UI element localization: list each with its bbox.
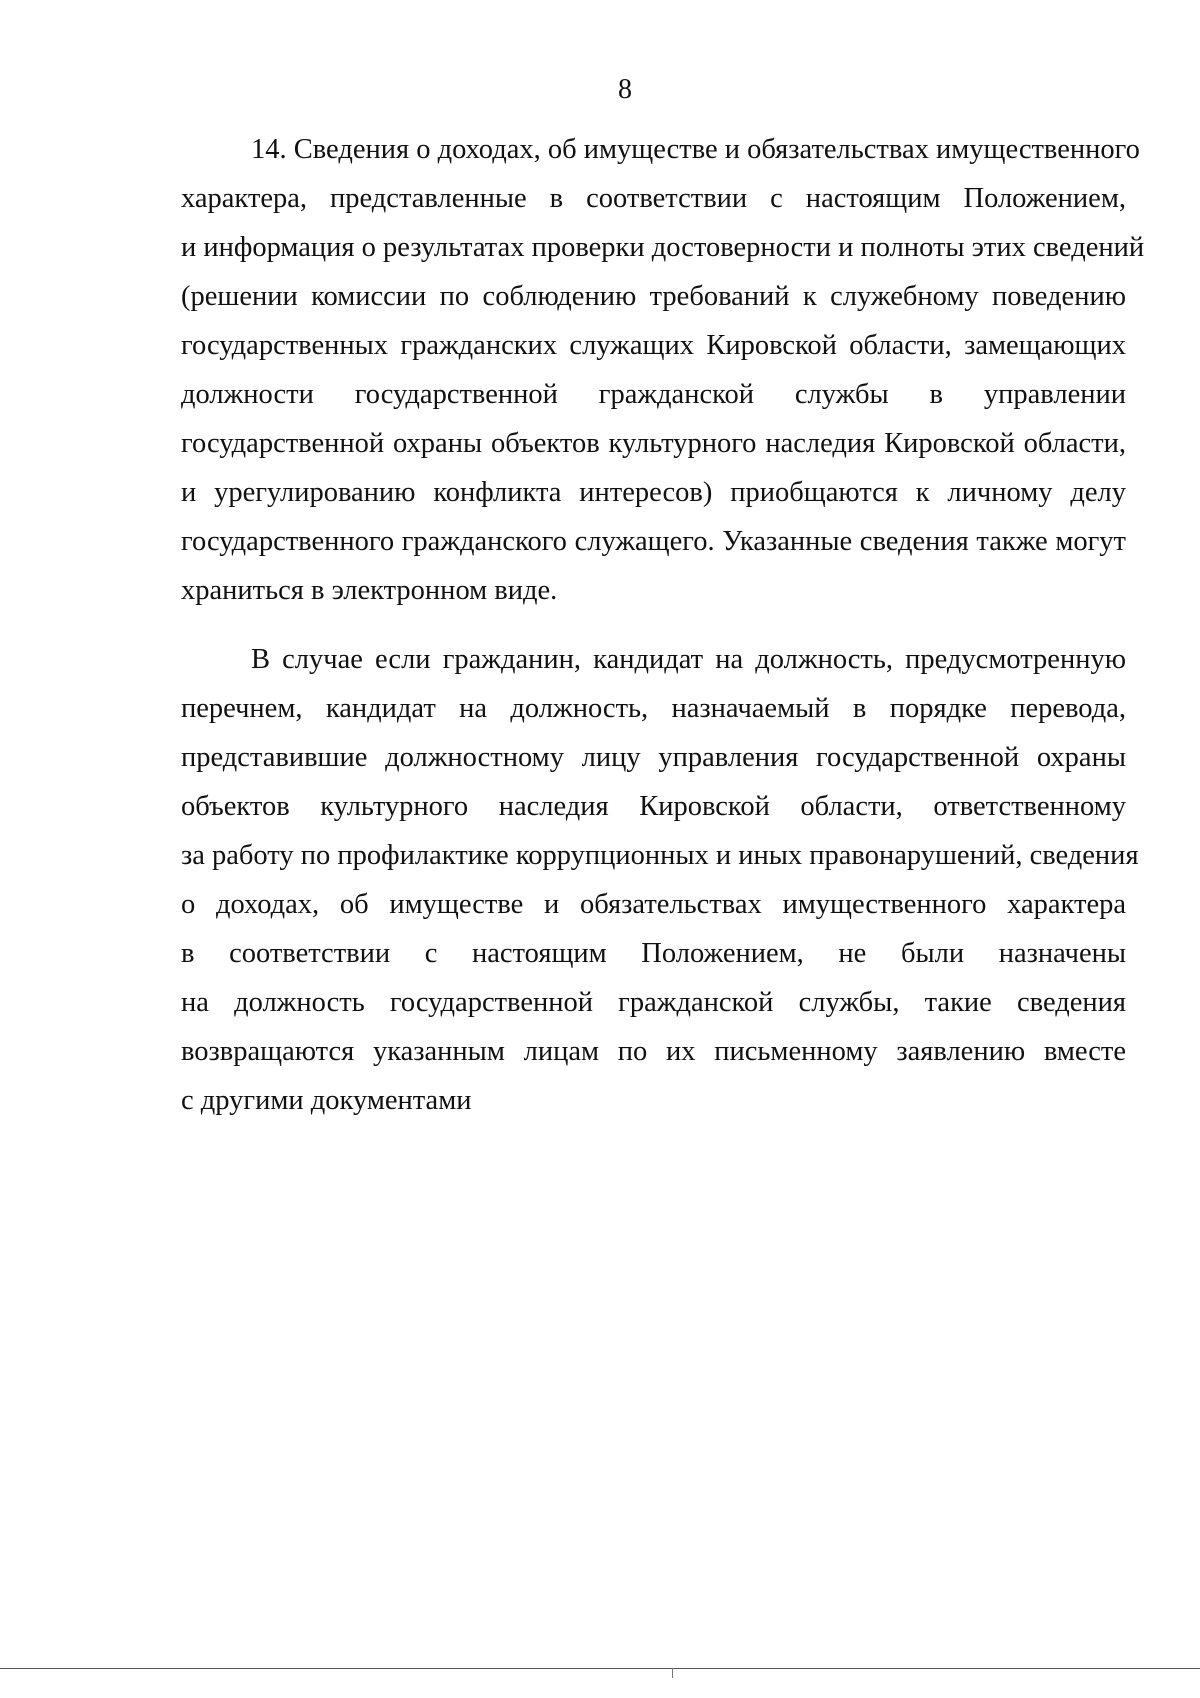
- paragraph-line: представившие должностному лицу управления государственной охраны: [181, 742, 1126, 773]
- paragraph-line: с другими документами: [181, 1085, 472, 1116]
- page-number: 8: [618, 74, 632, 105]
- paragraph-line: (решении комиссии по соблюдению требований к служебному поведению: [181, 281, 1126, 312]
- paragraph-line: в соответствии с настоящим Положением, не были назначены: [181, 938, 1126, 969]
- paragraph-line: за работу по профилактике коррупционных и иных правонарушений, сведения: [181, 840, 1139, 871]
- paragraph-line: должности государственной гражданской службы в управлении: [181, 379, 1126, 410]
- paragraph-line: государственных гражданских служащих Кировской области, замещающих: [181, 330, 1126, 361]
- paragraph-14: [181, 125, 1145, 615]
- paragraph-line: о доходах, об имуществе и обязательствах имущественного характера: [181, 889, 1126, 920]
- paragraph-line: на должность государственной гражданской службы, такие сведения: [181, 987, 1126, 1018]
- paragraph-line: В случае если гражданин, кандидат на должность, предусмотренную: [251, 644, 1126, 675]
- paragraph-line: возвращаются указанным лицам по их письменному заявлению вместе: [181, 1036, 1126, 1067]
- footer-tick-mark: [672, 1668, 673, 1678]
- paragraph-line: перечнем, кандидат на должность, назначаемый в порядке перевода,: [181, 693, 1126, 724]
- paragraph-line: государственного гражданского служащего. Указанные сведения также могут: [181, 526, 1126, 557]
- paragraph-line: 14. Сведения о доходах, об имуществе и обязательствах имущественного: [251, 134, 1140, 165]
- document-body: [181, 125, 1145, 1145]
- paragraph-line: храниться в электронном виде.: [181, 575, 558, 606]
- paragraph-line: государственной охраны объектов культурного наследия Кировской области,: [181, 428, 1126, 459]
- paragraph-line: и урегулированию конфликта интересов) приобщаются к личному делу: [181, 477, 1126, 508]
- paragraph-return-of-documents: [181, 635, 1139, 1125]
- paragraph-line: и информация о результатах проверки достоверности и полноты этих сведений: [181, 232, 1145, 263]
- paragraph-line: характера, представленные в соответствии с настоящим Положением,: [181, 183, 1126, 214]
- paragraph-line: объектов культурного наследия Кировской области, ответственному: [181, 791, 1126, 822]
- footer-rule: [0, 1668, 1200, 1669]
